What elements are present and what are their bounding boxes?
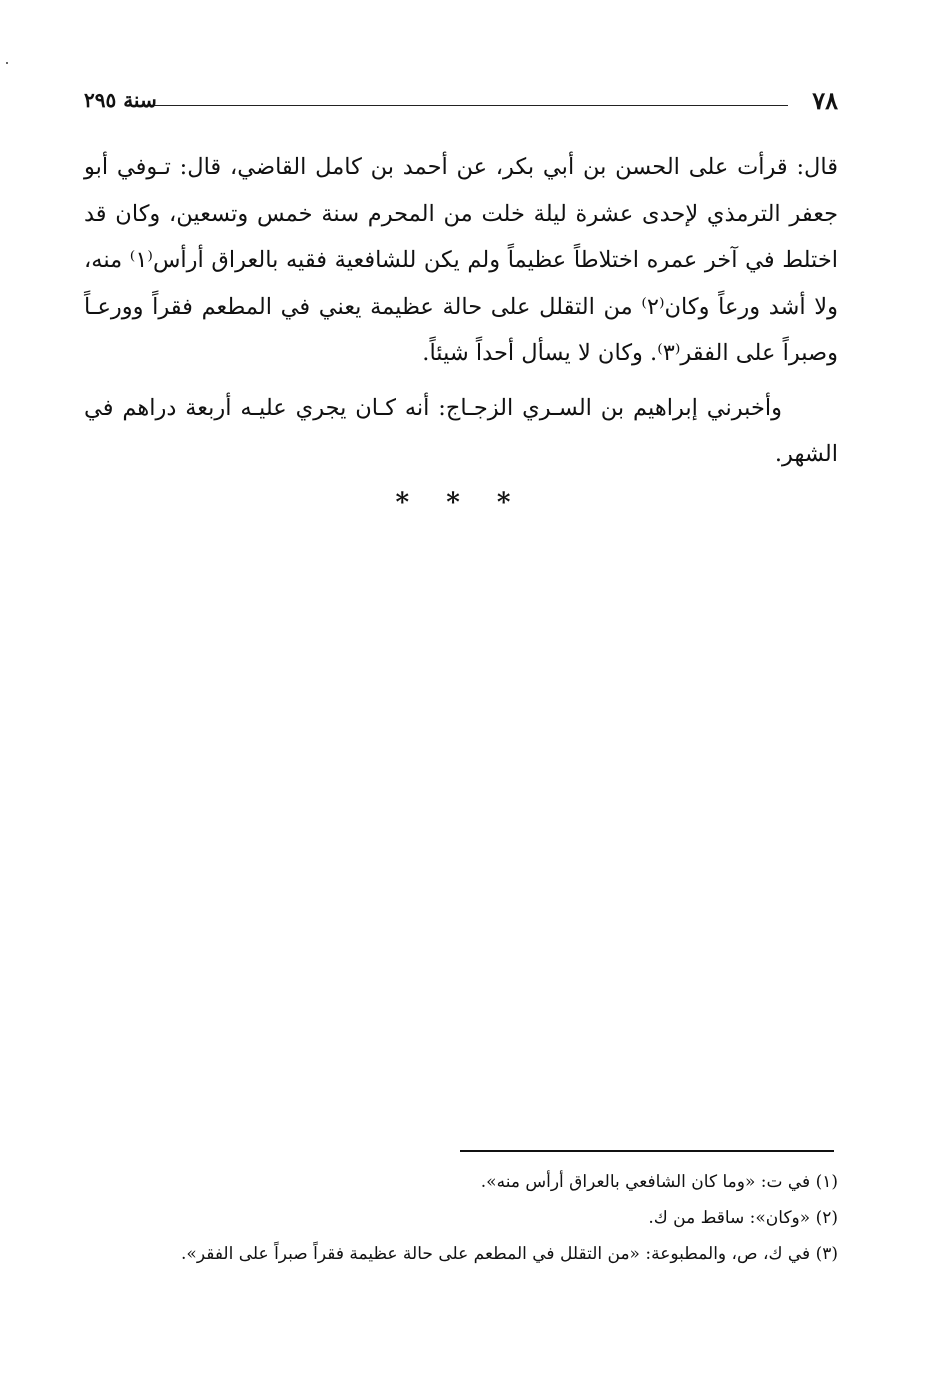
main-text — [84, 144, 838, 478]
year-label: سنة ٢٩٥ — [84, 88, 157, 112]
section-separator: * * * — [395, 488, 525, 518]
margin-speck — [6, 62, 8, 64]
paragraph-2: وأخبرني إبراهيم بن السـري الزجـاج: أنه كـان يجري عليـه أربعة دراهم في الشهر. — [84, 394, 838, 467]
running-header — [84, 86, 838, 118]
footnote-3: (٣) في ك، ص، والمطبوعة: «من التقلل في المطعم على حالة عظيمة فقراً صبراً على الفقر». — [181, 1244, 838, 1264]
page-number: ٧٨ — [812, 86, 838, 115]
paragraph-1: قال: قرأت على الحسن بن أبي بكر، عن أحمد بن كامل القاضي، قال: تـوفي أبو جعفر الترمذي لإحدى عشرة ليلة خلت من المحرم سنة خمس وتسعين، وكان قد اختلط في آخر عمره اختلاطاً عظيماً ولم يكن للشافعية فقيه بالعراق أرأس⁽١⁾ منه، ولا أشد ورعاً وكان⁽٢⁾ من التقلل على حالة عظيمة يعني في المطعم فقراً وورعـاً وصبراً على الفقر⁽٣⁾. وكان لا يسأل أحداً شيئاً. — [84, 154, 839, 366]
footnote-rule — [460, 1150, 834, 1152]
footnote-2: (٢) «وكان»: ساقط من ك. — [648, 1208, 838, 1228]
footnotes — [84, 1164, 838, 1272]
footnote-1: (١) في ت: «وما كان الشافعي بالعراق أرأس منه». — [480, 1172, 838, 1192]
header-rule — [150, 105, 788, 106]
